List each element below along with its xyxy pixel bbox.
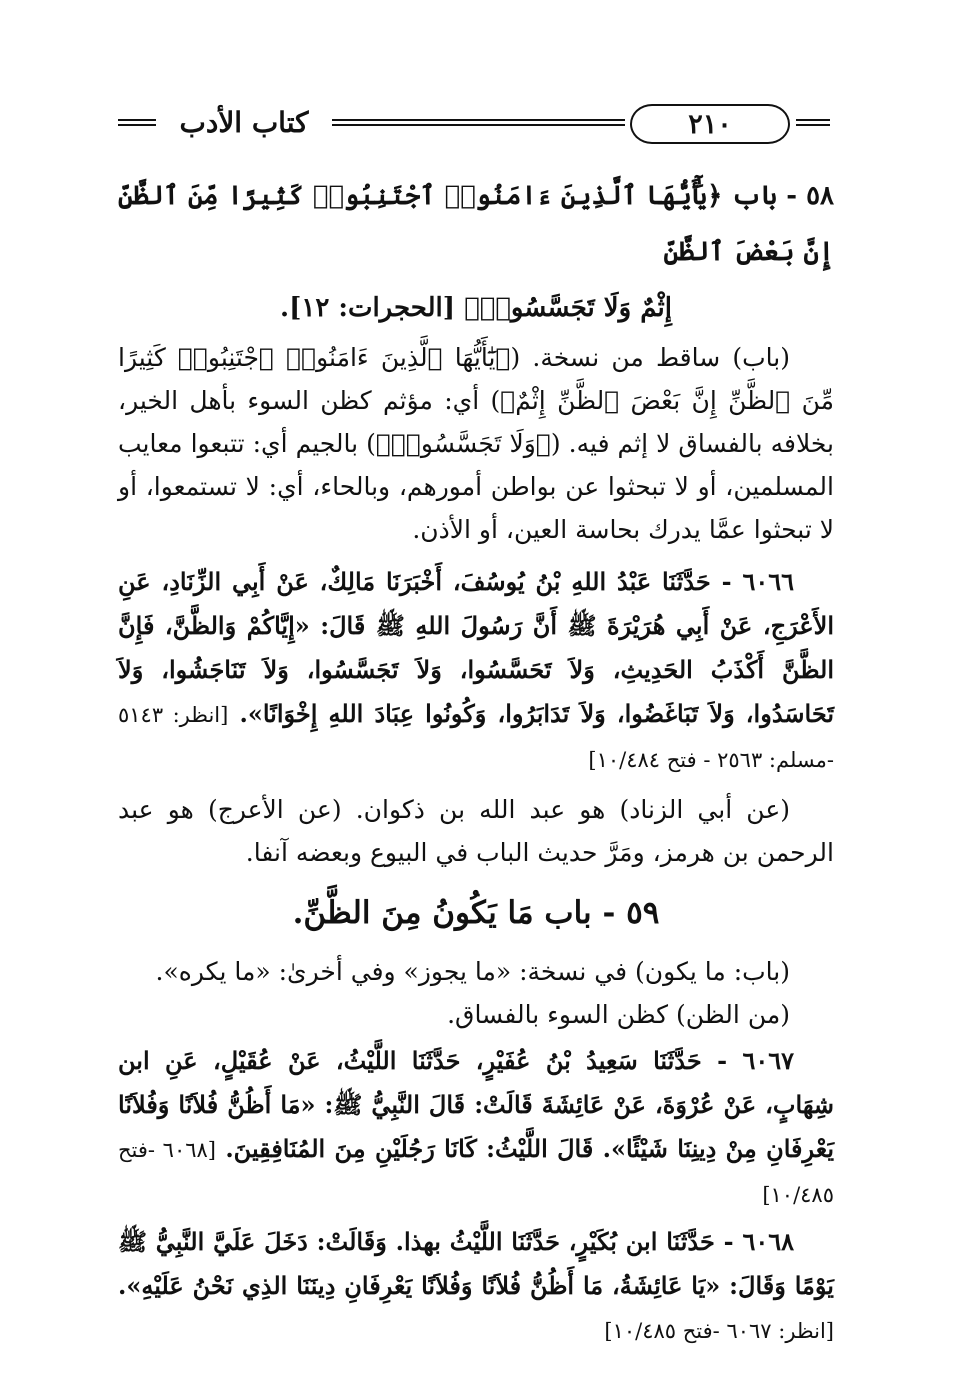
hadith-6067-text: ٦٠٦٧ - حَدَّثَنَا سَعِيدُ بْنُ عُفَيْرٍ، حَدَّثَنَا اللَّيْثُ، عَنْ عُقَيْلٍ، عَنِ ابن شِهَابٍ، عَنْ عُرْوَةَ، عَنْ عَائِشَةَ قَالَتْ: قَالَ النَّبِيُّ ﷺ: «مَا أَظُنُّ فُلاَنًا وَفُلاَنًا يَعْرِفَانِ مِنْ دِينِنَا شَيْئًا». قَالَ اللَّيْثُ: كَانَا رَجُلَيْنِ مِنَ المُنَافِقِينَ. <box>118 1046 835 1163</box>
chapter-heading-58 <box>118 168 834 336</box>
hadith-6066 <box>118 560 834 782</box>
running-header <box>118 100 830 150</box>
hadith-6066-reference: [انظر: ٥١٤٣ -مسلم: ٢٥٦٣ - فتح ١٠/٤٨٤] <box>118 703 834 772</box>
commentary-paragraph: (باب) ساقط من نسخة. (﴿يَٰٓأَيُّهَا ٱلَّذِينَ ءَامَنُوا۟ ٱجْتَنِبُوا۟ كَثِيرًا مِّنَ ٱلظَّنِّ إِنَّ بَعْضَ ٱلظَّنِّ إِثْمٌ﴾) أي: مؤثم كظن السوء بأهل الخير، بخلافه بالفساق لا إثم فيه. (﴿وَلَا تَجَسَّسُوا۟﴾) بالجيم أي: تتبعوا معايب المسلمين، أو لا تبحثوا عن بواطن أمورهم، وبالحاء، أي: لا تستمعوا، أو لا تبحثوا عمَّا يدرك بحاسة العين، أو الأذن. <box>118 343 834 544</box>
hadith-6067-reference: [٦٠٦٨ -فتح ١٠/٤٨٥] <box>118 1138 834 1207</box>
header-rule-middle <box>332 119 625 126</box>
commentary-line: (باب: ما يكون) في نسخة: «ما يجوز» وفي أخرىٰ: «ما يكره». <box>155 957 790 986</box>
hadith-6068 <box>118 1220 834 1353</box>
hadith-6068-text: ٦٠٦٨ - حَدَّثَنَا ابن بُكَيْرٍ، حَدَّثَنَا اللَّيْثُ بهذا. وَقَالَتْ: دَخَلَ عَلَيَّ النَّبِيُّ ﷺ يَوْمًا وَقَالَ: «يَا عَائِشَةُ، مَا أَظُنُّ فُلاَنًا وَفُلاَنًا يَعْرِفَانِ دِينَنَا الذِي نَحْنُ عَلَيْهِ». <box>118 1227 834 1300</box>
header-rule-right <box>796 119 830 126</box>
commentary-line: (من الظن) كظن السوء بالفساق. <box>447 1000 790 1029</box>
chapter-heading-58-line1: ٥٨ - باب ﴿يَٰٓأَيُّهَا ٱلَّذِينَ ءَامَنُوا۟ ٱجْتَنِبُوا۟ كَثِيرًا مِّنَ ٱلظَّنِّ إِنَّ بَعْضَ ٱلظَّنِّ <box>118 181 834 267</box>
header-rule-left <box>118 119 156 126</box>
hadith-6067 <box>118 1039 834 1217</box>
book-title: كتاب الأدب <box>179 106 309 139</box>
hadith-6066-text: ٦٠٦٦ - حَدَّثَنَا عَبْدُ اللهِ بْنُ يُوسُفَ، أَخْبَرَنَا مَالِكٌ، عَنْ أَبِي الزِّنَادِ، عَنِ الأَعْرَجِ، عَنْ أَبِي هُرَيْرَةَ ﷺ أَنَّ رَسُولَ اللهِ ﷺ قَالَ: «إِيَّاكُمْ وَالظَّنَّ، فَإِنَّ الظَّنَّ أَكْذَبُ الحَدِيثِ، وَلاَ تَحَسَّسُوا، وَلاَ تَجَسَّسُوا، وَلاَ تَنَاجَشُوا، وَلاَ تَحَاسَدُوا، وَلاَ تَبَاغَضُوا، وَلاَ تَدَابَرُوا، وَكُونُوا عِبَادَ اللهِ إِخْوَانًا». <box>118 567 835 728</box>
commentary-paragraph: (عن أبي الزناد) هو عبد الله بن ذكوان. (عن الأعرج) هو عبد الرحمن بن هرمز، ومَرَّ حديث الباب في البيوع وبعضه آنفا. <box>118 795 834 867</box>
chapter-heading-59: ٥٩ - باب مَا يَكُونُ مِنَ الظَّنِّ. <box>292 895 660 931</box>
page-number: ٢١٠ <box>688 108 732 140</box>
hadith-6068-reference: [انظر: ٦٠٦٧ -فتح ١٠/٤٨٥] <box>604 1319 834 1343</box>
page-number-badge <box>630 104 790 144</box>
chapter-heading-58-line2: إِثْمٌ وَلَا تَجَسَّسُوا۟﴾ [الحجرات: ١٢]. <box>280 293 672 323</box>
page-body <box>118 168 834 1353</box>
